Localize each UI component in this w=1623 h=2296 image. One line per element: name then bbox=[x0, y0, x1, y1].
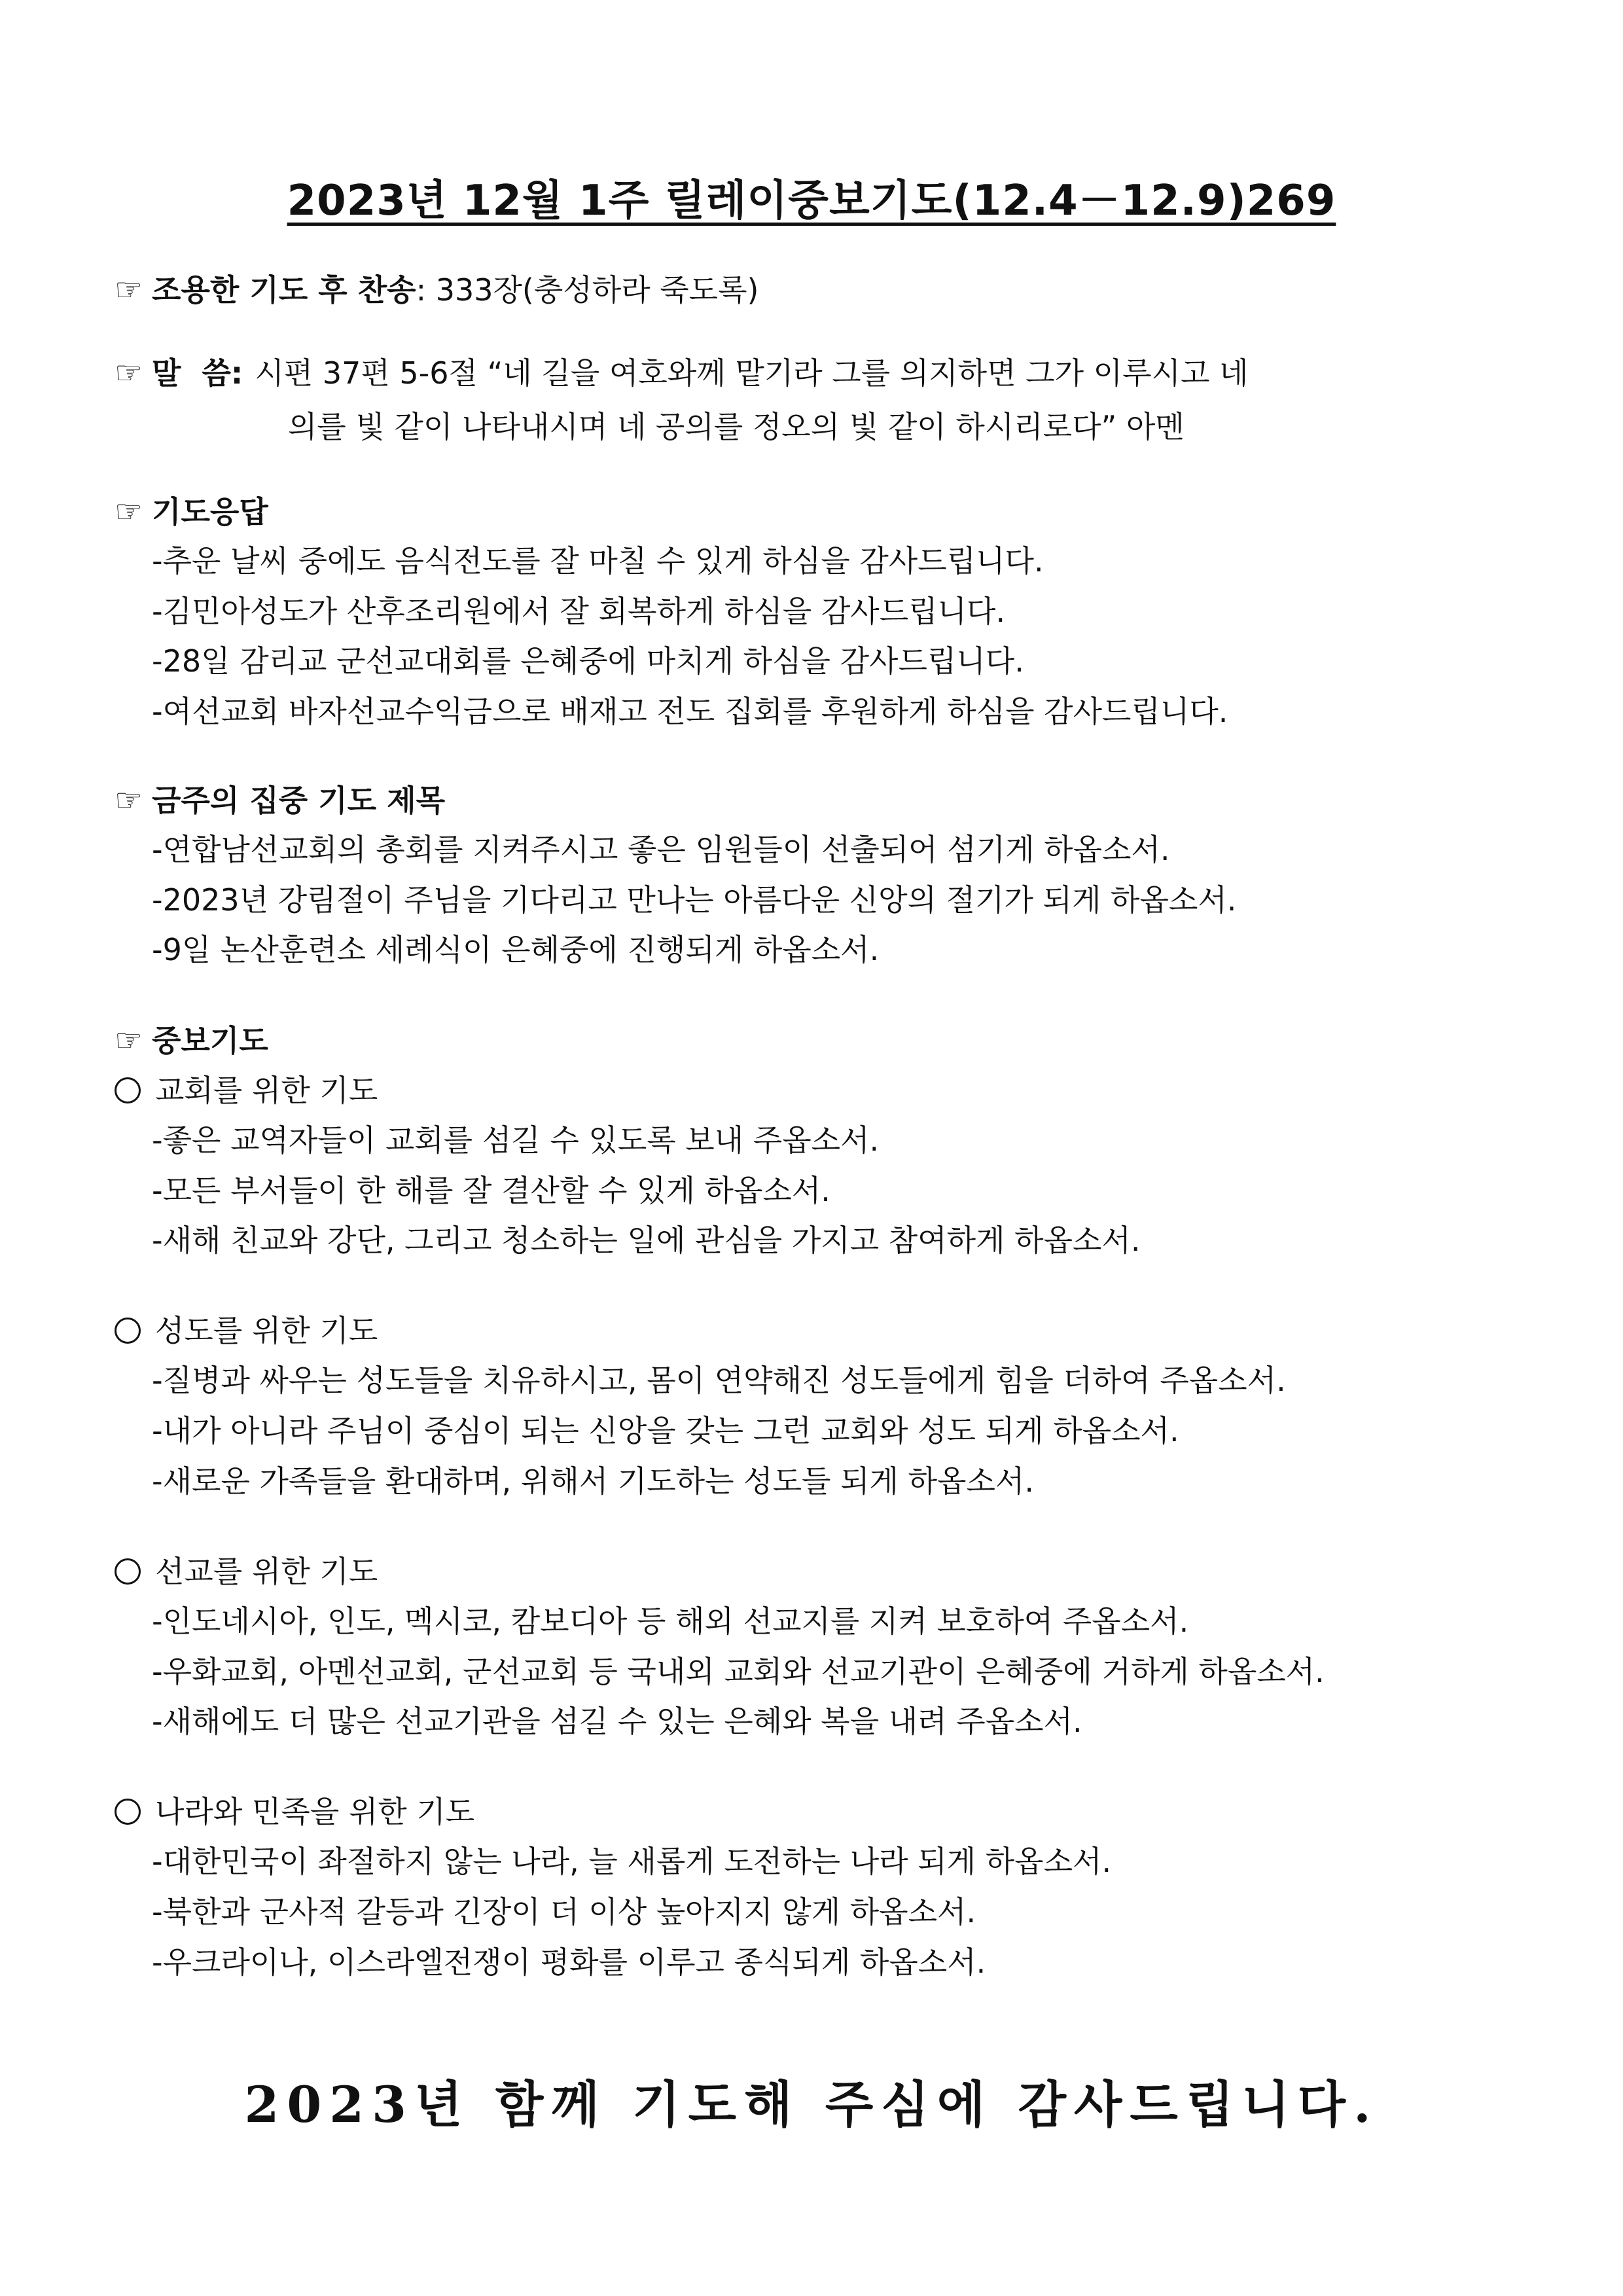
list-item: -김민아성도가 산후조리원에서 잘 회복하게 하심을 감사드립니다. bbox=[152, 594, 1006, 629]
page-title: 2023년 12월 1주 릴레이중보기도(12.4－12.9)269 bbox=[287, 177, 1336, 225]
circle-bullet-icon bbox=[115, 1318, 141, 1344]
list-item: -대한민국이 좌절하지 않는 나라, 늘 새롭게 도전하는 나라 되게 하옵소서. bbox=[152, 1844, 1112, 1879]
list-item: -질병과 싸우는 성도들을 치유하시고, 몸이 연약해진 성도들에게 힘을 더하여 주옵소서. bbox=[152, 1363, 1286, 1398]
circle-bullet-icon bbox=[115, 1558, 141, 1585]
scripture-text-1: 시편 37편 5-6절 “네 길을 여호와께 맡기라 그를 의지하면 그가 이루시고 네 bbox=[255, 355, 1249, 391]
group-title-text: 선교를 위한 기도 bbox=[155, 1554, 378, 1589]
circle-bullet-icon bbox=[115, 1077, 141, 1103]
list-item: -연합남선교회의 총회를 지켜주시고 좋은 임원들이 선출되어 섬기게 하옵소서. bbox=[152, 832, 1170, 867]
pointing-hand-icon: ☞ bbox=[115, 272, 143, 308]
list-item: -새해에도 더 많은 선교기관을 섬길 수 있는 은혜와 복을 내려 주옵소서. bbox=[152, 1704, 1082, 1739]
answers-heading-text: 기도응답 bbox=[152, 494, 268, 529]
group-title-text: 나라와 민족을 위한 기도 bbox=[155, 1794, 475, 1829]
prayer-group-title bbox=[115, 1311, 378, 1350]
list-item: -우화교회, 아멘선교회, 군선교회 등 국내외 교회와 선교기관이 은혜중에 거하게 하옵소서. bbox=[152, 1654, 1325, 1689]
prayer-group-title bbox=[115, 1071, 378, 1110]
list-item: -28일 감리교 군선교대회를 은혜중에 마치게 하심을 감사드립니다. bbox=[152, 643, 1024, 679]
group-title-text: 교회를 위한 기도 bbox=[155, 1073, 378, 1108]
list-item: -내가 아니라 주님이 중심이 되는 신앙을 갖는 그런 교회와 성도 되게 하옵소서. bbox=[152, 1413, 1179, 1448]
group-title-text: 성도를 위한 기도 bbox=[155, 1313, 378, 1348]
list-item: -인도네시아, 인도, 멕시코, 캄보디아 등 해외 선교지를 지켜 보호하여 주옵소서. bbox=[152, 1604, 1189, 1639]
pointing-hand-icon: ☞ bbox=[115, 493, 143, 530]
list-item: -9일 논산훈련소 세례식이 은혜중에 진행되게 하옵소서. bbox=[152, 932, 880, 967]
list-item: -2023년 강림절이 주님을 기다리고 만나는 아름다운 신앙의 절기가 되게 하옵소서. bbox=[152, 882, 1237, 918]
list-item: -여선교회 바자선교수익금으로 배재고 전도 집회를 후원하게 하심을 감사드립니다. bbox=[152, 694, 1228, 729]
pointing-hand-icon: ☞ bbox=[115, 782, 143, 819]
list-item: -새해 친교와 강단, 그리고 청소하는 일에 관심을 가지고 참여하게 하옵소서. bbox=[152, 1223, 1141, 1258]
intercession-heading-text: 중보기도 bbox=[152, 1023, 268, 1058]
list-item: -새로운 가족들을 환대하며, 위해서 기도하는 성도들 되게 하옵소서. bbox=[152, 1463, 1034, 1499]
focus-heading-text: 금주의 집중 기도 제목 bbox=[152, 783, 445, 818]
list-item: -좋은 교역자들이 교회를 섬길 수 있도록 보내 주옵소서. bbox=[152, 1122, 880, 1158]
hymn-line bbox=[115, 270, 759, 310]
scripture-line-2: 의를 빛 같이 나타내시며 네 공의를 정오의 빛 같이 하시리로다” 아멘 bbox=[288, 409, 1185, 444]
hymn-label: 조용한 기도 후 찬송 bbox=[152, 272, 416, 308]
pointing-hand-icon: ☞ bbox=[115, 355, 143, 391]
intercession-heading bbox=[115, 1021, 268, 1060]
circle-bullet-icon bbox=[115, 1799, 141, 1825]
answers-heading bbox=[115, 492, 268, 531]
list-item: -우크라이나, 이스라엘전쟁이 평화를 이루고 종식되게 하옵소서. bbox=[152, 1945, 986, 1980]
list-item: -북한과 군사적 갈등과 긴장이 더 이상 높아지지 않게 하옵소서. bbox=[152, 1894, 976, 1929]
prayer-group-title bbox=[115, 1792, 474, 1831]
scripture-line-1 bbox=[115, 353, 1248, 393]
pointing-hand-icon: ☞ bbox=[115, 1022, 143, 1059]
focus-heading bbox=[115, 781, 445, 820]
list-item: -모든 부서들이 한 해를 잘 결산할 수 있게 하옵소서. bbox=[152, 1173, 830, 1208]
hymn-text: : 333장(충성하라 죽도록) bbox=[416, 272, 759, 308]
prayer-group-title bbox=[115, 1552, 378, 1591]
list-item: -추운 날씨 중에도 음식전도를 잘 마칠 수 있게 하심을 감사드립니다. bbox=[152, 543, 1044, 579]
closing-message: 2023년 함께 기도해 주심에 감사드립니다. bbox=[244, 2075, 1379, 2134]
scripture-label: 말 씀: bbox=[152, 355, 243, 391]
